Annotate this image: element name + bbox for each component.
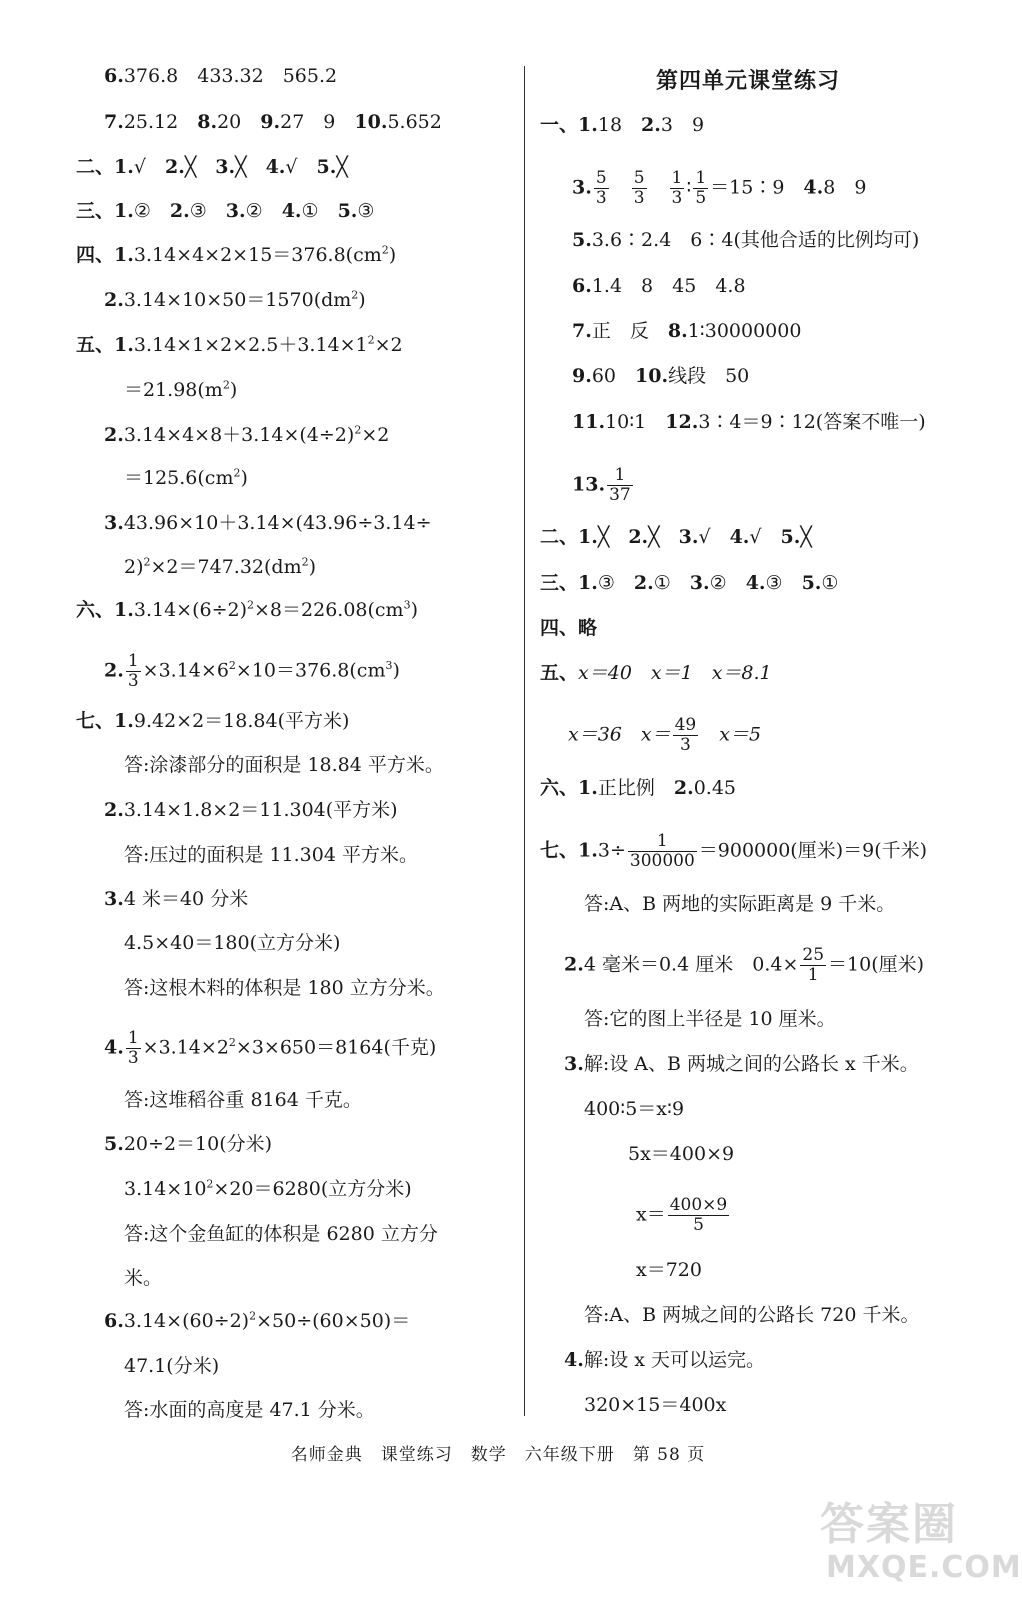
fraction: $\frac{5}{3}$: [595, 168, 607, 208]
answer-text: 答:这堆稻谷重 8164 千克。: [124, 1089, 362, 1111]
answer-text: 答:压过的面积是 11.304 平方米。: [124, 844, 418, 866]
equation-line: x＝720: [636, 1259, 702, 1281]
answer-line: 4.解:设 x 天可以运完。: [564, 1349, 766, 1371]
answer-line: $2.3.14\times 10\times 50=1570(dm^2)$: [104, 288, 366, 311]
section-seven-line: 七、1.9.42×2＝18.84(平方米): [76, 710, 350, 732]
answer-line: 2.3.14×1.8×2＝11.304(平方米): [104, 799, 398, 821]
answer-line: 4. $\frac{1}{3}$ $\times 3.14\times 2^2\times 3\times 650=8164$(千克): [104, 1028, 437, 1068]
answer-line: $2)^2\times 2=747.32(dm^2)$: [124, 555, 317, 578]
equation-line: 320×15＝400x: [584, 1394, 727, 1416]
answer-text: 答:它的图上半径是 10 厘米。: [584, 1008, 836, 1030]
answer-line: $6.3.14\times(60\div 2)^2\times 50\div(60\times 50)=$: [104, 1309, 411, 1332]
watermark-url: MXQE.COM: [826, 1550, 1022, 1585]
section-six-line: 六、1.正比例 2.0.45: [540, 777, 737, 799]
section-two-line: 二、1.√ 2.╳ 3.╳ 4.√ 5.╳: [76, 156, 348, 178]
site-watermark: [820, 1488, 1022, 1594]
section-five-line: 五、$1.3.14\times 1\times 2\times 2.5+3.14\times 1^2\times 2$: [76, 333, 403, 356]
watermark-logo-text: 答案圈: [820, 1499, 958, 1550]
answer-line: 13. $\frac{1}{37}$: [572, 465, 631, 505]
page-footer: 名师金典 课堂练习 数学 六年级下册 第 58 页: [290, 1445, 706, 1465]
section-seven-line: 七、1.3÷ $\frac{1}{300000}$ ＝900000(厘米)＝9(千米): [540, 831, 928, 871]
answer-text: 答:A、B 两城之间的公路长 720 千米。: [584, 1304, 920, 1326]
section-five-line: 五、x＝40 x＝1 x＝8.1: [540, 662, 772, 684]
section-three-line: 三、1.③ 2.① 3.② 4.③ 5.①: [540, 572, 839, 594]
section-four-line: 四、略: [540, 617, 598, 639]
answer-line: 3. $\frac{5}{3}$ $\frac{5}{3}$ $\frac{1}{3}$ ∶ $\frac{1}{5}$ ＝15∶9 4.8 9: [572, 168, 867, 208]
answer-line: 7.正 反 8.1∶30000000: [572, 320, 802, 342]
section-six-line: 六、$1.3.14\times(6\div 2)^2\times 8=226.08(cm^3)$: [76, 598, 418, 621]
answer-text: 米。: [124, 1267, 163, 1289]
answer-line: 4.5×40＝180(立方分米): [124, 932, 341, 954]
equation-line: 5x＝400×9: [628, 1143, 735, 1165]
equation-line: 400∶5＝x∶9: [584, 1098, 685, 1120]
answer-line: 3.解:设 A、B 两城之间的公路长 x 千米。: [564, 1053, 919, 1075]
equation-line: x＝ $\frac{400\times 9}{5}$: [636, 1195, 728, 1235]
answer-text: 答:涂漆部分的面积是 18.84 平方米。: [124, 754, 444, 776]
fraction: $\frac{49}{3}$: [674, 715, 697, 755]
answer-text: 答:这根木料的体积是 180 立方分米。: [124, 977, 445, 999]
answer-text: 答:水面的高度是 47.1 分米。: [124, 1399, 375, 1421]
answer-line: $3.14\times 10^2\times 20=6280$(立方分米): [124, 1177, 412, 1200]
column-divider: [524, 66, 525, 1416]
answer-line: 6.376.8 433.32 565.2: [104, 65, 338, 87]
answer-line: 3.4 米＝40 分米: [104, 888, 249, 910]
answer-line: 5.20÷2＝10(分米): [104, 1133, 273, 1155]
fraction: $\frac{1}{3}$: [127, 651, 139, 691]
section-two-line: 二、1.╳ 2.╳ 3.√ 4.√ 5.╳: [540, 526, 812, 548]
fraction: $\frac{1}{3}$: [127, 1028, 139, 1068]
answer-line: 2.4 毫米＝0.4 厘米 0.4× $\frac{25}{1}$ ＝10(厘米): [564, 945, 925, 985]
answer-line: 9.60 10.线段 50: [572, 365, 750, 387]
section-one-line: 一、1.18 2.3 9: [540, 114, 705, 136]
section-four-line: 四、$1.3.14\times 4\times 2\times 15=376.8(cm^2)$: [76, 243, 397, 266]
fraction: $\frac{1}{3}$: [671, 168, 683, 208]
fraction: $\frac{5}{3}$: [633, 168, 645, 208]
answer-text: 答:这个金鱼缸的体积是 6280 立方分: [124, 1223, 438, 1245]
answer-line: $2.3.14\times 4\times 8+3.14\times(4\div 2)^2\times 2$: [104, 423, 390, 446]
fraction: $\frac{400\times 9}{5}$: [669, 1195, 728, 1235]
answer-line: $=21.98(m^2)$: [124, 378, 238, 401]
fraction: $\frac{1}{5}$: [695, 168, 707, 208]
fraction: $\frac{1}{300000}$: [629, 831, 695, 871]
answer-line: 5.3.6∶2.4 6∶4(其他合适的比例均可): [572, 229, 920, 251]
answer-line: 7.25.12 8.20 9.27 9 10.5.652: [104, 111, 442, 133]
answer-line: 47.1(分米): [124, 1355, 220, 1377]
answer-line: $=125.6(cm^2)$: [124, 466, 248, 489]
fraction: $\frac{25}{1}$: [802, 945, 825, 985]
answer-line: x＝36 x＝ $\frac{49}{3}$ x＝5: [568, 715, 762, 755]
answer-line: 6.1.4 8 45 4.8: [572, 275, 746, 297]
answer-line: 2. $\frac{1}{3}$ $\times 3.14\times 6^2\times 10=376.8(cm^3)$: [104, 651, 400, 691]
answer-text: 答:A、B 两地的实际距离是 9 千米。: [584, 893, 896, 915]
unit-title: 第四单元课堂练习: [656, 69, 841, 94]
answer-line: 3.43.96×10＋3.14×(43.96÷3.14÷: [104, 512, 432, 534]
fraction: $\frac{1}{37}$: [609, 465, 631, 505]
section-three-line: 三、1.② 2.③ 3.② 4.① 5.③: [76, 200, 375, 222]
answer-line: 11.10∶1 12.3∶4＝9∶12(答案不唯一): [572, 411, 926, 433]
